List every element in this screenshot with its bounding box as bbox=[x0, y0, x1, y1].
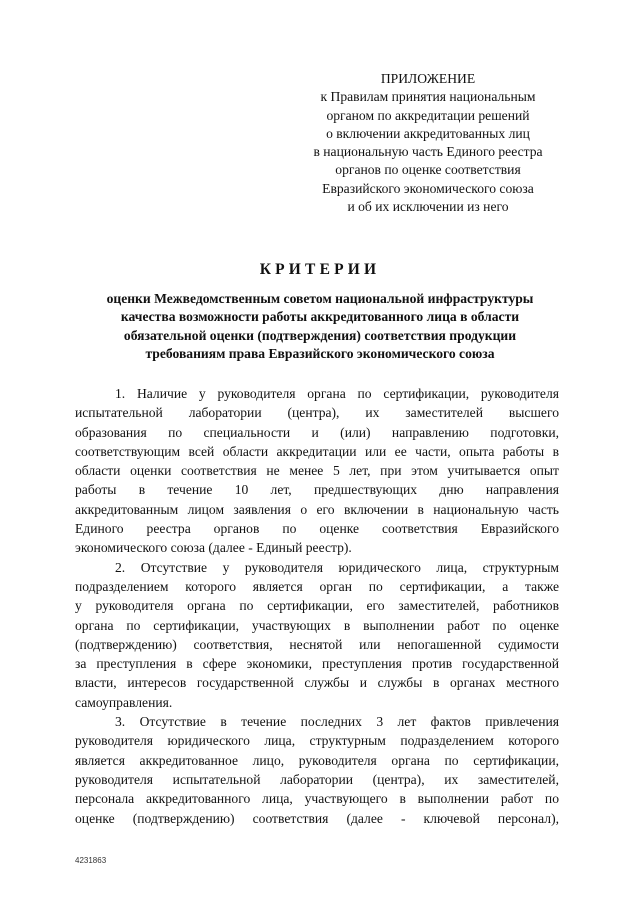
paragraph-line: самоуправления. bbox=[75, 694, 173, 710]
paragraph-3 bbox=[75, 712, 559, 828]
subtitle-line: требованиям права Евразийского экономического союза bbox=[145, 345, 495, 361]
paragraph-line: области оценки соответствия не менее 5 лет, при этом учитывается опыт bbox=[75, 463, 559, 479]
document-title: КРИТЕРИИ bbox=[259, 261, 381, 278]
paragraph-line: 1. Наличие у руководителя органа по сертификации, руководителя bbox=[115, 386, 559, 401]
appendix-line: и об их исключении из него bbox=[347, 199, 509, 215]
paragraph-line: образования по специальности и (или) направлению подготовки, bbox=[75, 424, 559, 440]
subtitle-line: качества возможности работы аккредитованного лица в области bbox=[120, 309, 520, 325]
paragraph-line: 3. Отсутствие в течение последних 3 лет фактов привлечения bbox=[115, 714, 559, 730]
appendix-line: в национальную часть Единого реестра bbox=[313, 144, 543, 160]
appendix-line: Евразийского экономического союза bbox=[322, 180, 534, 196]
paragraph-line: аккредитованным лицом заявления о его включении в национальную часть bbox=[75, 501, 559, 517]
paragraph-line: персонала аккредитованного лица, участвующего в выполнении работ по bbox=[75, 791, 559, 807]
paragraph-line: власти, интересов государственной службы и службы в органах местного bbox=[75, 675, 559, 691]
paragraph-line: 2. Отсутствие у руководителя юридического лица, структурным bbox=[115, 559, 559, 575]
paragraph-line: руководителя испытательной лаборатории (центра), их заместителей, bbox=[75, 771, 559, 787]
paragraph-line: экономического союза (далее - Единый реестр). bbox=[75, 540, 352, 556]
paragraph-1 bbox=[75, 384, 559, 558]
appendix-line: о включении аккредитованных лиц bbox=[326, 125, 530, 141]
paragraph-line: является аккредитованное лицо, руководителя органа по сертификации, bbox=[75, 752, 559, 768]
appendix-line: органов по оценке соответствия bbox=[335, 162, 521, 178]
document-body bbox=[75, 384, 559, 828]
appendix-line: к Правилам принятия национальным bbox=[320, 89, 536, 105]
paragraph-line: у руководителя органа по сертификации, его заместителей, работников bbox=[75, 598, 559, 614]
paragraph-line: работы в течение 10 лет, предшествующих дню направления bbox=[75, 482, 559, 498]
document-subtitle bbox=[60, 290, 580, 363]
paragraph-line: оценке (подтверждению) соответствия (далее - ключевой персонал), bbox=[75, 810, 559, 826]
appendix-heading: ПРИЛОЖЕНИЕ bbox=[380, 71, 476, 86]
paragraph-line: Единого реестра органов по оценке соответствия Евразийского bbox=[75, 521, 559, 537]
document-code: 4231863 bbox=[75, 856, 107, 865]
paragraph-line: испытательной лаборатории (центра), их заместителей высшего bbox=[75, 405, 559, 421]
paragraph-line: соответствующим всей области аккредитации или ее части, опыта работы в bbox=[75, 443, 559, 459]
paragraph-line: руководителя юридического лица, структурным подразделением которого bbox=[75, 733, 559, 749]
paragraph-line: органа по сертификации, участвующих в выполнении работ по оценке bbox=[75, 617, 559, 633]
paragraph-line: (подтверждению) соответствия, неснятой или непогашенной судимости bbox=[75, 636, 559, 652]
appendix-line: органом по аккредитации решений bbox=[326, 107, 530, 123]
appendix-block bbox=[290, 70, 566, 216]
subtitle-line: обязательной оценки (подтверждения) соответствия продукции bbox=[123, 327, 517, 343]
paragraph-line: подразделением которого является орган по сертификации, а также bbox=[75, 578, 559, 594]
paragraph-2 bbox=[75, 558, 559, 712]
paragraph-line: за преступления в сфере экономики, преступления против государственной bbox=[75, 656, 559, 672]
subtitle-line: оценки Межведомственным советом национальной инфраструктуры bbox=[106, 291, 534, 306]
